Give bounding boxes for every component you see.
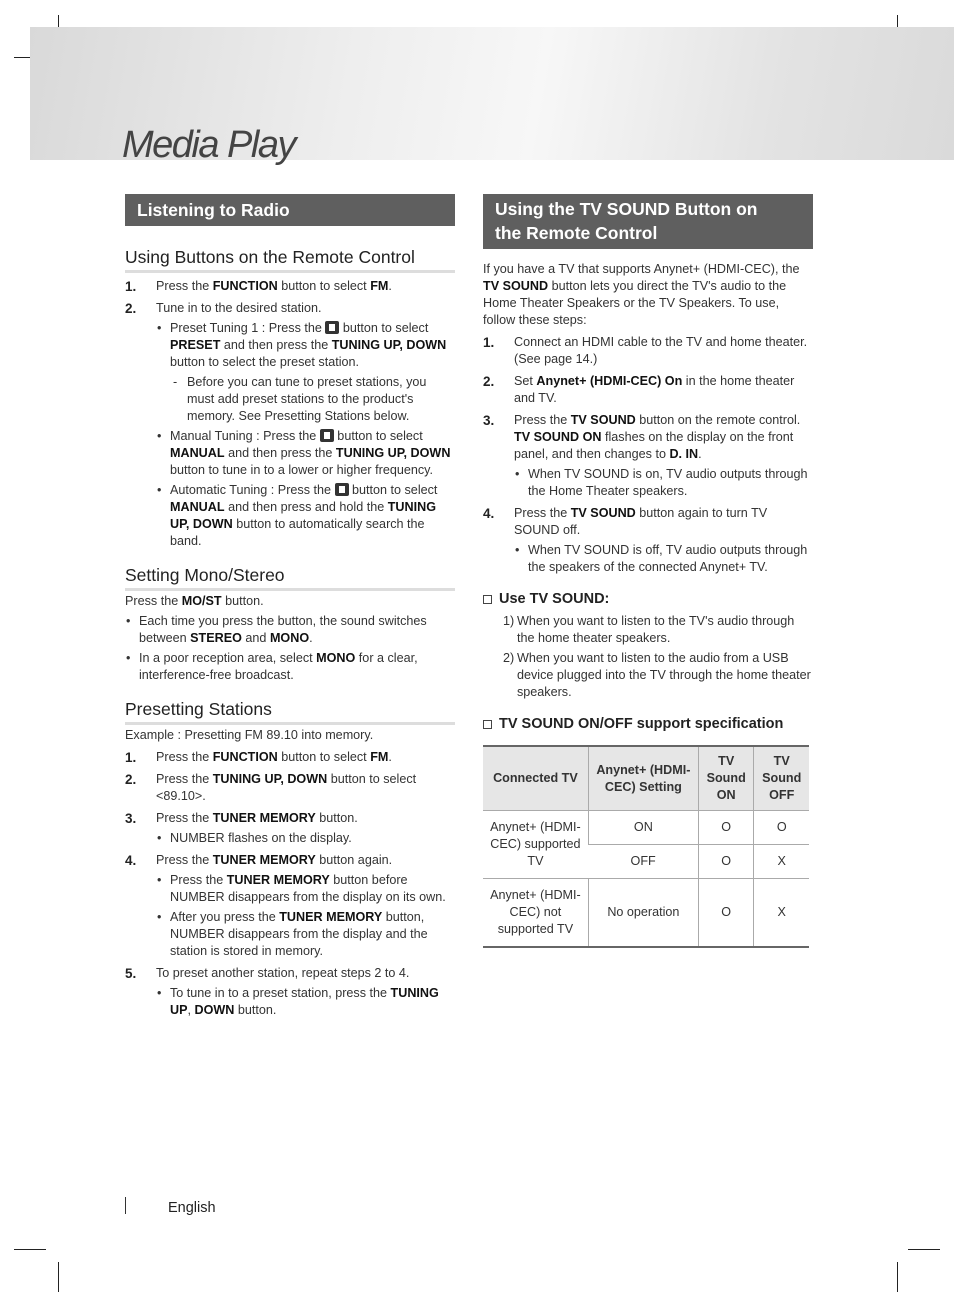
bold-text: TUNING UP, DOWN: [331, 338, 447, 352]
bullet-list: [156, 320, 455, 550]
bold-text: MONO: [269, 631, 310, 645]
list-item: • When TV SOUND is on, TV audio outputs through the Home Theater speakers.: [514, 466, 813, 500]
table-cell: O: [698, 879, 754, 948]
bold-text: DOWN: [194, 1003, 235, 1017]
list-item: [125, 650, 455, 684]
text: button.: [315, 811, 358, 825]
bold-text: MO/ST: [181, 594, 222, 608]
text: When you want to listen to the audio from a USB device plugged into the TV through the home theater speakers.: [517, 651, 811, 699]
table-cell: O: [698, 811, 754, 845]
text: button before NUMBER disappears from the display on its own.: [170, 873, 446, 904]
bold-text: Anynet+ (HDMI-CEC) On: [536, 374, 683, 388]
steps-radio: [125, 278, 455, 550]
heading-use-tv-sound: [483, 591, 813, 608]
text: button again to turn TV SOUND off.: [514, 506, 768, 537]
steps-presetting: [125, 749, 455, 1019]
text: Press the: [156, 772, 213, 786]
bullet-list: [514, 466, 813, 500]
table-cell: O: [698, 845, 754, 879]
list-item: [156, 909, 455, 960]
column-header: TV Sound ON: [698, 746, 754, 811]
step-number: 2.: [125, 772, 137, 787]
text: button to select <89.10>.: [156, 772, 417, 803]
text: in the home theater and TV.: [514, 374, 795, 405]
table-row: [483, 811, 809, 845]
text: and: [241, 631, 270, 645]
step-number: 1.: [483, 335, 495, 350]
text: button to automatically search the band.: [170, 517, 425, 548]
left-column: [125, 194, 455, 1019]
text: .: [698, 447, 702, 461]
section-title-line: Using the TV SOUND Button on: [495, 199, 758, 219]
bold-text: TUNING UP, DOWN: [212, 772, 328, 786]
list-item: • NUMBER flashes on the display.: [156, 830, 455, 847]
step-number: 3.: [483, 413, 495, 428]
text: Set: [514, 374, 537, 388]
column-header: TV Sound OFF: [754, 746, 809, 811]
text: Press the: [170, 873, 227, 887]
bold-text: FUNCTION: [212, 279, 278, 293]
text: button to select: [277, 279, 371, 293]
text: If you have a TV that supports Anynet+ (HDMI-CEC), the: [483, 262, 800, 276]
dash-list: [170, 374, 455, 425]
heading-text: Use TV SOUND:: [499, 591, 610, 607]
text: Press the: [156, 811, 213, 825]
footer-divider: [125, 1197, 126, 1214]
bold-text: TUNER MEMORY: [279, 910, 383, 924]
bullet-list: [125, 613, 455, 684]
crop-mark: [897, 1262, 898, 1292]
table-header-row: [483, 746, 809, 811]
list-item: [503, 613, 813, 647]
list-item: [125, 613, 455, 647]
bold-text: TUNING UP, DOWN: [170, 500, 437, 531]
bold-text: TUNING UP: [170, 986, 439, 1017]
text: button, NUMBER disappears from the display and the station is stored in memory.: [170, 910, 428, 958]
list-item-automatic-tuning: [156, 482, 455, 550]
text: .: [388, 279, 392, 293]
crop-mark: [908, 1249, 940, 1250]
step-number: 4.: [483, 506, 495, 521]
text: Press the: [514, 506, 571, 520]
text: and then press the: [220, 338, 332, 352]
text: button on the remote control.: [635, 413, 801, 427]
bold-text: TV SOUND: [570, 506, 636, 520]
preset-example: Example : Presetting FM 89.10 into memory.: [125, 728, 374, 742]
bold-text: D. IN: [669, 447, 699, 461]
heading-using-buttons: Using Buttons on the Remote Control: [125, 246, 455, 273]
list-item: [483, 412, 813, 500]
checkbox-square-icon: [483, 595, 492, 604]
bold-text: TUNING UP, DOWN: [335, 446, 451, 460]
table-row: [483, 879, 809, 948]
heading-text: TV SOUND ON/OFF support specification: [499, 716, 784, 732]
step-number: 2.: [125, 301, 137, 316]
stop-button-icon: [325, 321, 339, 334]
heading-spec: [483, 716, 813, 733]
crop-mark: [58, 1262, 59, 1292]
section-title-listening-radio: Listening to Radio: [125, 194, 455, 226]
step-number: 5.: [125, 966, 137, 981]
list-item: [125, 771, 455, 805]
text: ,: [187, 1003, 195, 1017]
item-number: 1): [503, 614, 515, 628]
text: button.: [221, 594, 264, 608]
list-item: [156, 985, 455, 1019]
step-number: 1.: [125, 750, 137, 765]
text: button to select the preset station.: [170, 355, 360, 369]
bold-text: TUNER MEMORY: [226, 873, 330, 887]
table-cell: Anynet+ (HDMI-CEC) supported TV: [483, 811, 588, 879]
tv-sound-spec-table: [483, 745, 809, 948]
text: Automatic Tuning : Press the: [170, 483, 335, 497]
list-item: [483, 334, 813, 368]
text: .: [309, 631, 313, 645]
bold-text: MANUAL: [170, 500, 225, 514]
list-item: [125, 965, 455, 1019]
crop-mark: [14, 1249, 46, 1250]
text: button to tune in to a lower or higher frequency.: [170, 463, 433, 477]
steps-tv-sound: [483, 334, 813, 576]
text: flashes on the display on the front panel, and then changes to: [514, 430, 794, 461]
footer-language: English: [168, 1200, 216, 1216]
table-cell: ON: [588, 811, 698, 845]
text: To preset another station, repeat steps 2 to 4.: [156, 966, 410, 980]
list-item: [125, 810, 455, 847]
text: Press the: [156, 279, 213, 293]
text: Tune in to the desired station.: [156, 301, 322, 315]
text: In a poor reception area, select: [139, 651, 317, 665]
text: and then press and hold the: [224, 500, 388, 514]
step-number: 1.: [125, 279, 137, 294]
use-tv-sound-list: [483, 613, 813, 701]
stop-button-icon: [320, 429, 334, 442]
heading-mono-stereo: Setting Mono/Stereo: [125, 564, 455, 591]
bullet-list: [156, 830, 455, 847]
bold-text: TV SOUND ON: [514, 430, 602, 444]
bullet-list: [156, 872, 455, 960]
column-header: Connected TV: [483, 746, 588, 811]
bullet-list: [514, 542, 813, 576]
table-cell: O: [754, 811, 809, 845]
bold-text: TUNER MEMORY: [212, 853, 316, 867]
text: Press the: [156, 750, 213, 764]
list-item: [125, 278, 455, 295]
text: button again.: [315, 853, 393, 867]
bold-text: PRESET: [170, 338, 221, 352]
list-item-preset-tuning: [156, 320, 455, 425]
mono-intro: [125, 593, 455, 610]
list-item: • When TV SOUND is off, TV audio outputs through the speakers of the connected Anynet+ TV.: [514, 542, 813, 576]
list-item: [156, 872, 455, 906]
step-number: 3.: [125, 811, 137, 826]
heading-presetting-stations: Presetting Stations: [125, 698, 455, 725]
text: When you want to listen to the TV's audio through the home theater speakers.: [517, 614, 795, 645]
stop-button-icon: [335, 483, 349, 496]
table-cell: X: [754, 845, 809, 879]
bold-text: MANUAL: [170, 446, 225, 460]
section-title-tv-sound: [483, 194, 813, 249]
table-cell: No operation: [588, 879, 698, 948]
text: Press the: [514, 413, 571, 427]
bold-text: FM: [370, 750, 389, 764]
item-number: 2): [503, 651, 515, 665]
list-item: [125, 749, 455, 766]
list-item: [483, 505, 813, 576]
page-title: Media Play: [122, 124, 295, 166]
text: .: [388, 750, 392, 764]
list-item: [503, 650, 813, 701]
table-cell: X: [754, 879, 809, 948]
text: Preset Tuning 1 : Press the: [170, 321, 326, 335]
list-item: [125, 852, 455, 960]
bold-text: MONO: [316, 651, 356, 665]
bold-text: TV SOUND: [570, 413, 636, 427]
checkbox-square-icon: [483, 720, 492, 729]
step-number: 2.: [483, 374, 495, 389]
list-item: [125, 300, 455, 550]
text: button.: [234, 1003, 277, 1017]
table-cell: OFF: [588, 845, 698, 879]
text: After you press the: [170, 910, 280, 924]
step-number: 4.: [125, 853, 137, 868]
right-column: [483, 194, 813, 948]
text: To tune in to a preset station, press the: [170, 986, 391, 1000]
text: button to select: [339, 321, 429, 335]
text: button to select: [348, 483, 438, 497]
bold-text: TUNER MEMORY: [212, 811, 316, 825]
list-item-manual-tuning: [156, 428, 455, 479]
list-item: - Before you can tune to preset stations, you must add preset stations to the product's memory. See Presetting Stations below.: [170, 374, 455, 425]
bold-text: TV SOUND: [483, 279, 549, 293]
text: Each time you press the button, the sound switches between: [139, 614, 427, 645]
section-title-line: the Remote Control: [495, 223, 658, 243]
list-item: [483, 373, 813, 407]
bold-text: FUNCTION: [212, 750, 278, 764]
table-cell: Anynet+ (HDMI-CEC) not supported TV: [483, 879, 588, 948]
text: button to select: [277, 750, 371, 764]
bullet-list: [156, 985, 455, 1019]
text: and then press the: [224, 446, 336, 460]
text: Press the: [125, 594, 182, 608]
bold-text: STEREO: [190, 631, 242, 645]
text: for a clear, interference-free broadcast.: [139, 651, 418, 682]
text: Connect an HDMI cable to the TV and home theater. (See page 14.): [514, 335, 808, 366]
text: button to select: [333, 429, 423, 443]
tv-sound-intro: [483, 261, 813, 329]
text: Manual Tuning : Press the: [170, 429, 320, 443]
bold-text: FM: [370, 279, 389, 293]
column-header: Anynet+ (HDMI-CEC) Setting: [588, 746, 698, 811]
text: Press the: [156, 853, 213, 867]
text: button lets you direct the TV's audio to the Home Theater Speakers or the TV Speakers. To use, follow these steps:: [483, 279, 787, 327]
